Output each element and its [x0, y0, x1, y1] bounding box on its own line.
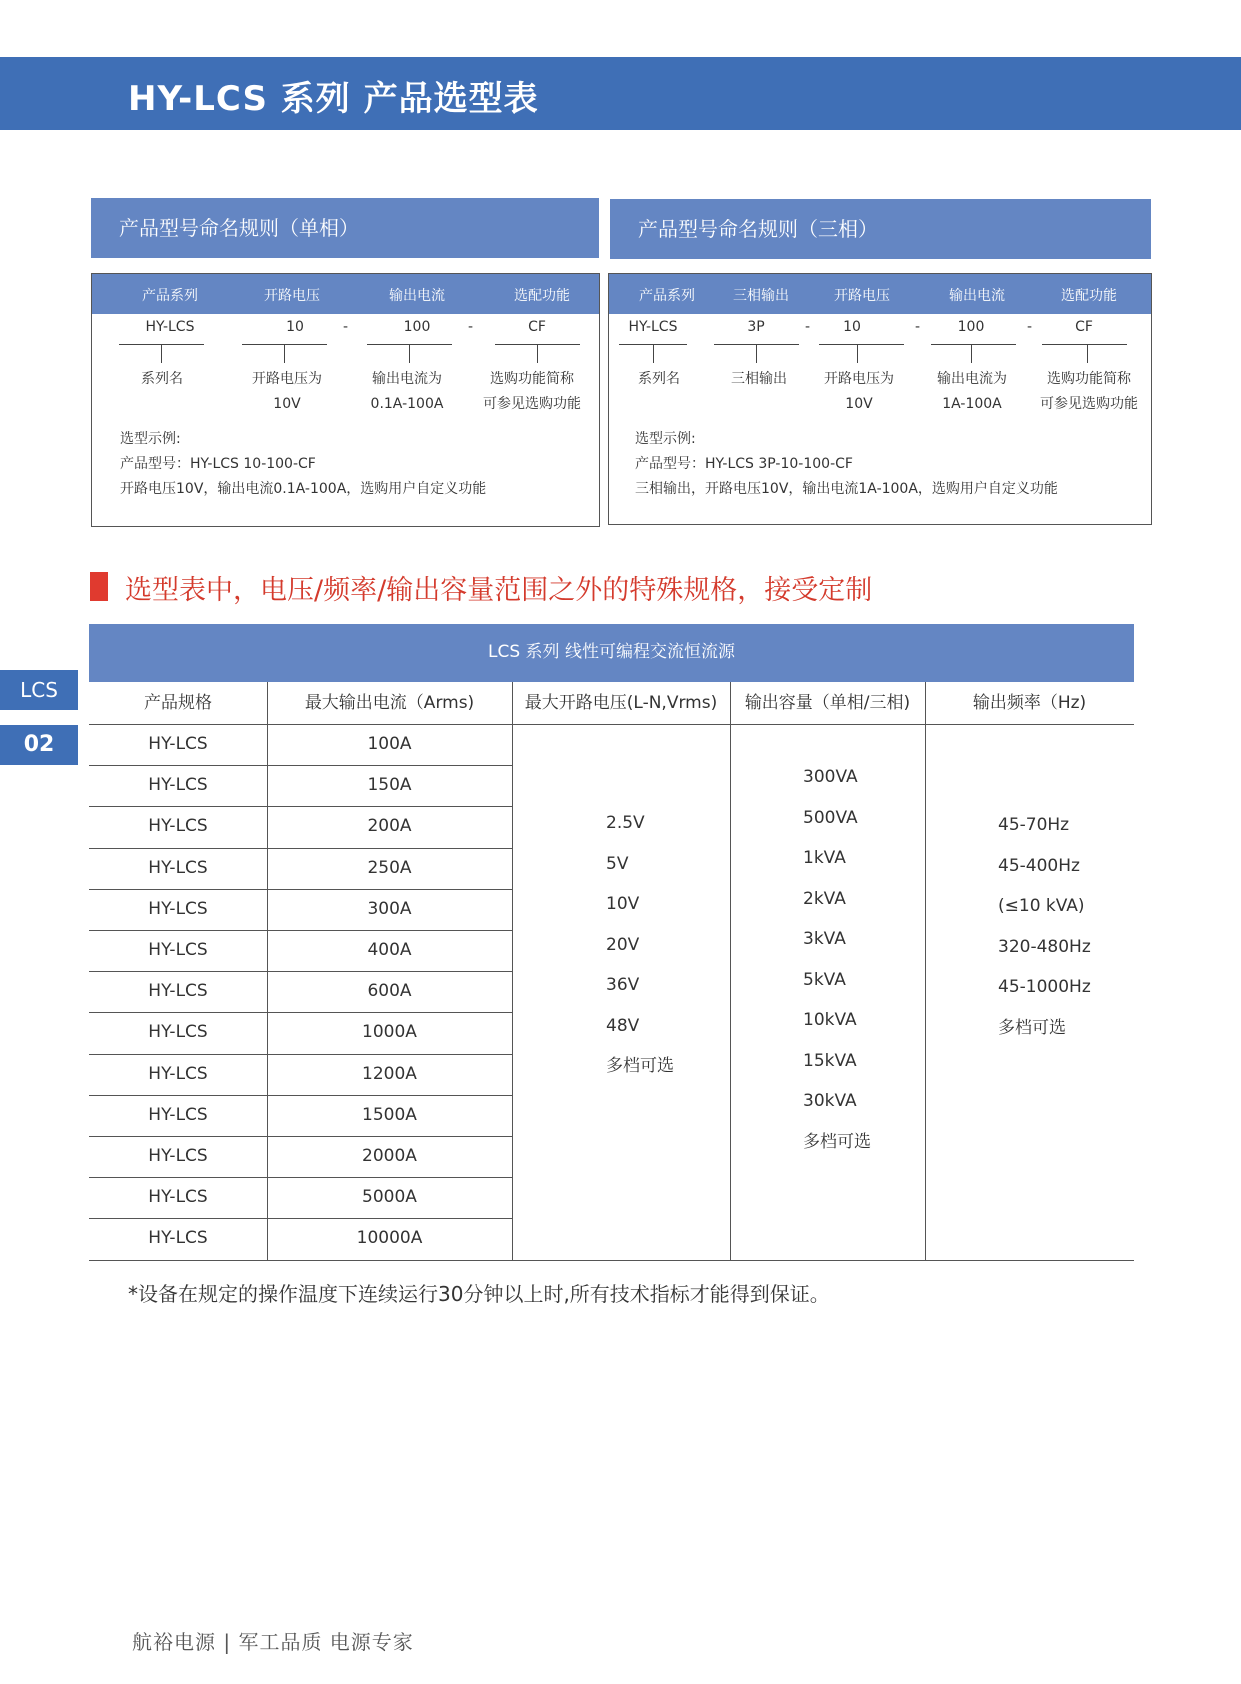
col-header-capacity: 输出容量（单相/三相) [744, 693, 911, 713]
table-cell-current: 1500A [362, 1104, 417, 1125]
table-cell-model: HY-LCS [148, 898, 208, 919]
single-value-option: CF [528, 319, 546, 335]
connector-tick [857, 345, 858, 363]
col-header-frequency: 输出频率（Hz) [972, 693, 1087, 713]
table-cell-current: 600A [367, 981, 412, 1002]
single-desc-voltage: 开路电压为 10V [252, 371, 322, 412]
table-cell-current: 1000A [362, 1022, 417, 1043]
single-header-series: 产品系列 [142, 288, 198, 304]
list-item: 5V [606, 853, 629, 874]
table-cell-model: HY-LCS [148, 857, 208, 878]
table-cell-model: HY-LCS [148, 1063, 208, 1084]
three-value-series: HY-LCS [628, 319, 678, 335]
underline [931, 344, 1016, 345]
list-item: 15kVA [803, 1050, 857, 1071]
table-cell-model: HY-LCS [148, 816, 208, 837]
list-item: 1kVA [803, 848, 846, 868]
three-desc-option: 选购功能简称 可参见选购功能 [1040, 371, 1138, 412]
single-separator: - [343, 319, 349, 335]
connector-tick [756, 345, 757, 363]
list-item: 10V [606, 894, 640, 914]
three-header-voltage: 开路电压 [834, 288, 890, 304]
three-header-option: 选配功能 [1061, 288, 1117, 304]
list-item: 2.5V [606, 813, 645, 833]
col-header-voltage: 最大开路电压(L-N,Vrms) [524, 693, 718, 713]
table-cell-model: HY-LCS [148, 1146, 208, 1166]
list-item: 多档可选 [998, 1017, 1066, 1038]
list-item: 36V [606, 975, 640, 995]
table-cell-model: HY-LCS [148, 1187, 208, 1208]
table-cell-current: 150A [367, 775, 412, 796]
table-cell-model: HY-LCS [148, 734, 208, 754]
three-value-phase: 3P [747, 319, 765, 335]
single-header-current: 输出电流 [389, 288, 445, 304]
three-phase-header-row [609, 274, 1151, 314]
list-item: 多档可选 [606, 1056, 674, 1076]
column-divider [512, 682, 513, 1260]
table-cell-model: HY-LCS [148, 775, 208, 796]
accent-bar [90, 572, 108, 601]
custom-notice: 选型表中，电压/频率/输出容量范围之外的特殊规格，接受定制 [125, 575, 873, 606]
single-example: 选型示例: 产品型号：HY-LCS 10-100-CF 开路电压10V，输出电流0.1A-100A，选购用户自定义功能 [120, 431, 487, 497]
page-number-tab: 02 [0, 725, 78, 765]
three-desc-voltage: 开路电压为 10V [824, 371, 894, 412]
single-phase-header-row [92, 274, 599, 314]
table-cell-model: HY-LCS [148, 1104, 208, 1125]
list-item: (≤10 kVA) [998, 896, 1085, 916]
single-value-voltage: 10 [286, 319, 304, 335]
three-desc-phase: 三相输出 [731, 371, 787, 387]
column-divider [925, 682, 926, 1260]
single-value-current: 100 [403, 319, 431, 335]
table-cell-current: 1200A [362, 1063, 417, 1084]
connector-tick [971, 345, 972, 363]
connector-tick [284, 345, 285, 363]
three-header-current: 输出电流 [949, 288, 1005, 304]
single-header-voltage: 开路电压 [264, 288, 320, 304]
table-cell-current: 2000A [362, 1146, 417, 1166]
table-cell-model: HY-LCS [148, 940, 208, 960]
table-cell-model: HY-LCS [148, 1022, 208, 1043]
connector-tick [161, 345, 162, 363]
footnote: *设备在规定的操作温度下连续运行30分钟以上时,所有技术指标才能得到保证。 [128, 1282, 830, 1306]
section-tab: LCS [0, 670, 78, 710]
three-phase-heading: 产品型号命名规则（三相） [610, 199, 1151, 259]
table-title: LCS 系列 线性可编程交流恒流源 [89, 624, 1134, 682]
connector-tick [409, 345, 410, 363]
list-item: 多档可选 [803, 1131, 871, 1152]
list-item: 30kVA [803, 1091, 857, 1111]
table-cell-current: 200A [367, 816, 412, 837]
table-cell-current: 10000A [356, 1228, 423, 1249]
three-value-voltage: 10 [843, 319, 861, 335]
list-item: 5kVA [803, 969, 846, 990]
list-item: 2kVA [803, 888, 846, 909]
list-item: 320-480Hz [998, 936, 1091, 957]
table-cell-current: 250A [367, 857, 412, 878]
three-header-series: 产品系列 [639, 288, 695, 304]
underline [819, 344, 904, 345]
three-header-phase: 三相输出 [733, 288, 789, 304]
column-divider [730, 682, 731, 1260]
page-title: HY-LCS 系列 产品选型表 [128, 79, 539, 119]
connector-tick [653, 345, 654, 363]
single-phase-heading: 产品型号命名规则（单相） [91, 198, 599, 258]
single-desc-option: 选购功能简称 可参见选购功能 [483, 371, 581, 412]
capacity-list [803, 757, 871, 1162]
table-cell-current: 100A [367, 734, 412, 754]
three-example: 选型示例: 产品型号：HY-LCS 3P-10-100-CF 三相输出，开路电压10V，输出电流1A-100A，选购用户自定义功能 [635, 431, 1058, 497]
table-bottom-line [89, 1260, 1134, 1261]
three-desc-current: 输出电流为 1A-100A [937, 371, 1007, 412]
table-cell-current: 300A [367, 898, 412, 919]
list-item: 45-400Hz [998, 855, 1080, 876]
three-value-option: CF [1075, 319, 1093, 335]
table-cell-current: 400A [367, 940, 412, 960]
header-banner [0, 57, 1241, 130]
table-cell-current: 5000A [362, 1187, 417, 1208]
single-desc-series: 系列名 [141, 371, 183, 387]
connector-tick [1087, 345, 1088, 363]
three-value-current: 100 [957, 319, 985, 335]
col-header-current: 最大输出电流（Arms) [304, 693, 475, 713]
list-item: 10kVA [803, 1010, 857, 1030]
three-phase-panel [608, 273, 1152, 525]
list-item: 500VA [803, 807, 858, 828]
three-desc-series: 系列名 [638, 371, 680, 387]
single-phase-panel [91, 273, 600, 527]
underline [1042, 344, 1127, 345]
three-separator: - [1027, 319, 1033, 335]
connector-tick [537, 345, 538, 363]
table-cell-model: HY-LCS [148, 1228, 208, 1249]
list-item: 3kVA [803, 929, 846, 949]
voltage-list [606, 803, 674, 1087]
single-desc-current: 输出电流为 0.1A-100A [370, 371, 444, 412]
single-value-series: HY-LCS [145, 319, 195, 335]
footer-brand: 航裕电源 | 军工品质 电源专家 [132, 1630, 414, 1654]
list-item: 45-1000Hz [998, 977, 1091, 997]
list-item: 48V [606, 1015, 640, 1036]
list-item: 45-70Hz [998, 815, 1070, 835]
col-header-model: 产品规格 [144, 693, 212, 713]
three-separator: - [915, 319, 921, 335]
table-cell-model: HY-LCS [148, 981, 208, 1002]
list-item: 20V [606, 934, 640, 955]
single-separator: - [468, 319, 474, 335]
three-separator: - [805, 319, 811, 335]
frequency-list [998, 805, 1091, 1048]
list-item: 300VA [803, 767, 858, 787]
single-header-option: 选配功能 [514, 288, 570, 304]
